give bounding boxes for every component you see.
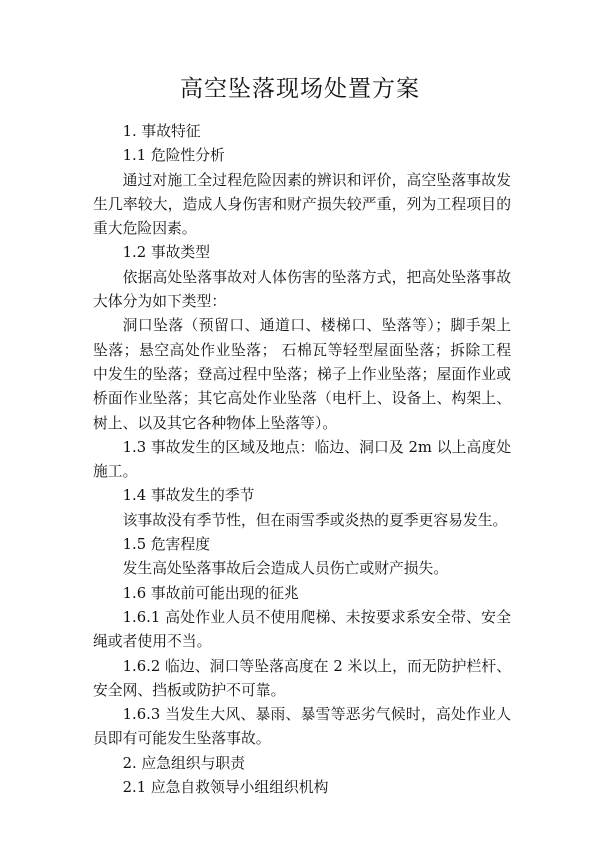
body-paragraph: 1.6.1 高处作业人员不使用爬梯、未按要求系安全带、安全绳或者使用不当。 bbox=[93, 608, 511, 651]
body-paragraph: 1.6.2 临边、洞口等坠落高度在 2 米以上，而无防护栏杆、安全网、挡板或防护不可靠。 bbox=[93, 657, 511, 699]
body-paragraph: 1.3 事故发生的区域及地点：临边、洞口及 2m 以上高度处施工。 bbox=[93, 438, 511, 481]
body-paragraph: 发生高处坠落事故后会造成人员伤亡或财产损失。 bbox=[122, 560, 449, 578]
subsection-heading: 1.2 事故类型 bbox=[122, 244, 211, 262]
subsection-heading: 1.1 危险性分析 bbox=[122, 147, 225, 165]
section-heading: 1. 事故特征 bbox=[122, 123, 201, 140]
document-title: 高空坠落现场处置方案 bbox=[180, 76, 420, 102]
subsection-heading: 1.6 事故前可能出现的征兆 bbox=[122, 584, 299, 602]
document-body bbox=[93, 120, 511, 800]
subsection-heading: 1.4 事故发生的季节 bbox=[122, 487, 255, 505]
body-paragraph: 洞口坠落（预留口、通道口、楼梯口、坠落等）；脚手架上坠落；悬空高处作业坠落； 石棉瓦等轻型屋面坠落；拆除工程中发生的坠落；登高过程中坠落；梯子上作业坠落；屋面作业或桥面作业坠落；其它高处作业坠落（电杆上、设备上、构架上、树上、以及其它各种物体上坠落等）。 bbox=[93, 317, 511, 432]
section-heading: 2. 应急组织与职责 bbox=[122, 754, 245, 772]
body-paragraph: 1.6.3 当发生大风、暴雨、暴雪等恶劣气候时，高处作业人员即有可能发生坠落事故。 bbox=[93, 706, 511, 748]
subsection-heading: 1.5 危害程度 bbox=[122, 536, 211, 554]
subsection-heading: 2.1 应急自救领导小组组织机构 bbox=[122, 779, 329, 797]
body-paragraph: 依据高处坠落事故对人体伤害的坠落方式，把高处坠落事故大体分为如下类型： bbox=[93, 268, 511, 311]
body-paragraph: 通过对施工全过程危险因素的辨识和评价，高空坠落事故发生几率较大，造成人身伤害和财产损失较严重，列为工程项目的重大危险因素。 bbox=[93, 171, 511, 238]
body-paragraph: 该事故没有季节性，但在雨雪季或炎热的夏季更容易发生。 bbox=[122, 511, 508, 529]
